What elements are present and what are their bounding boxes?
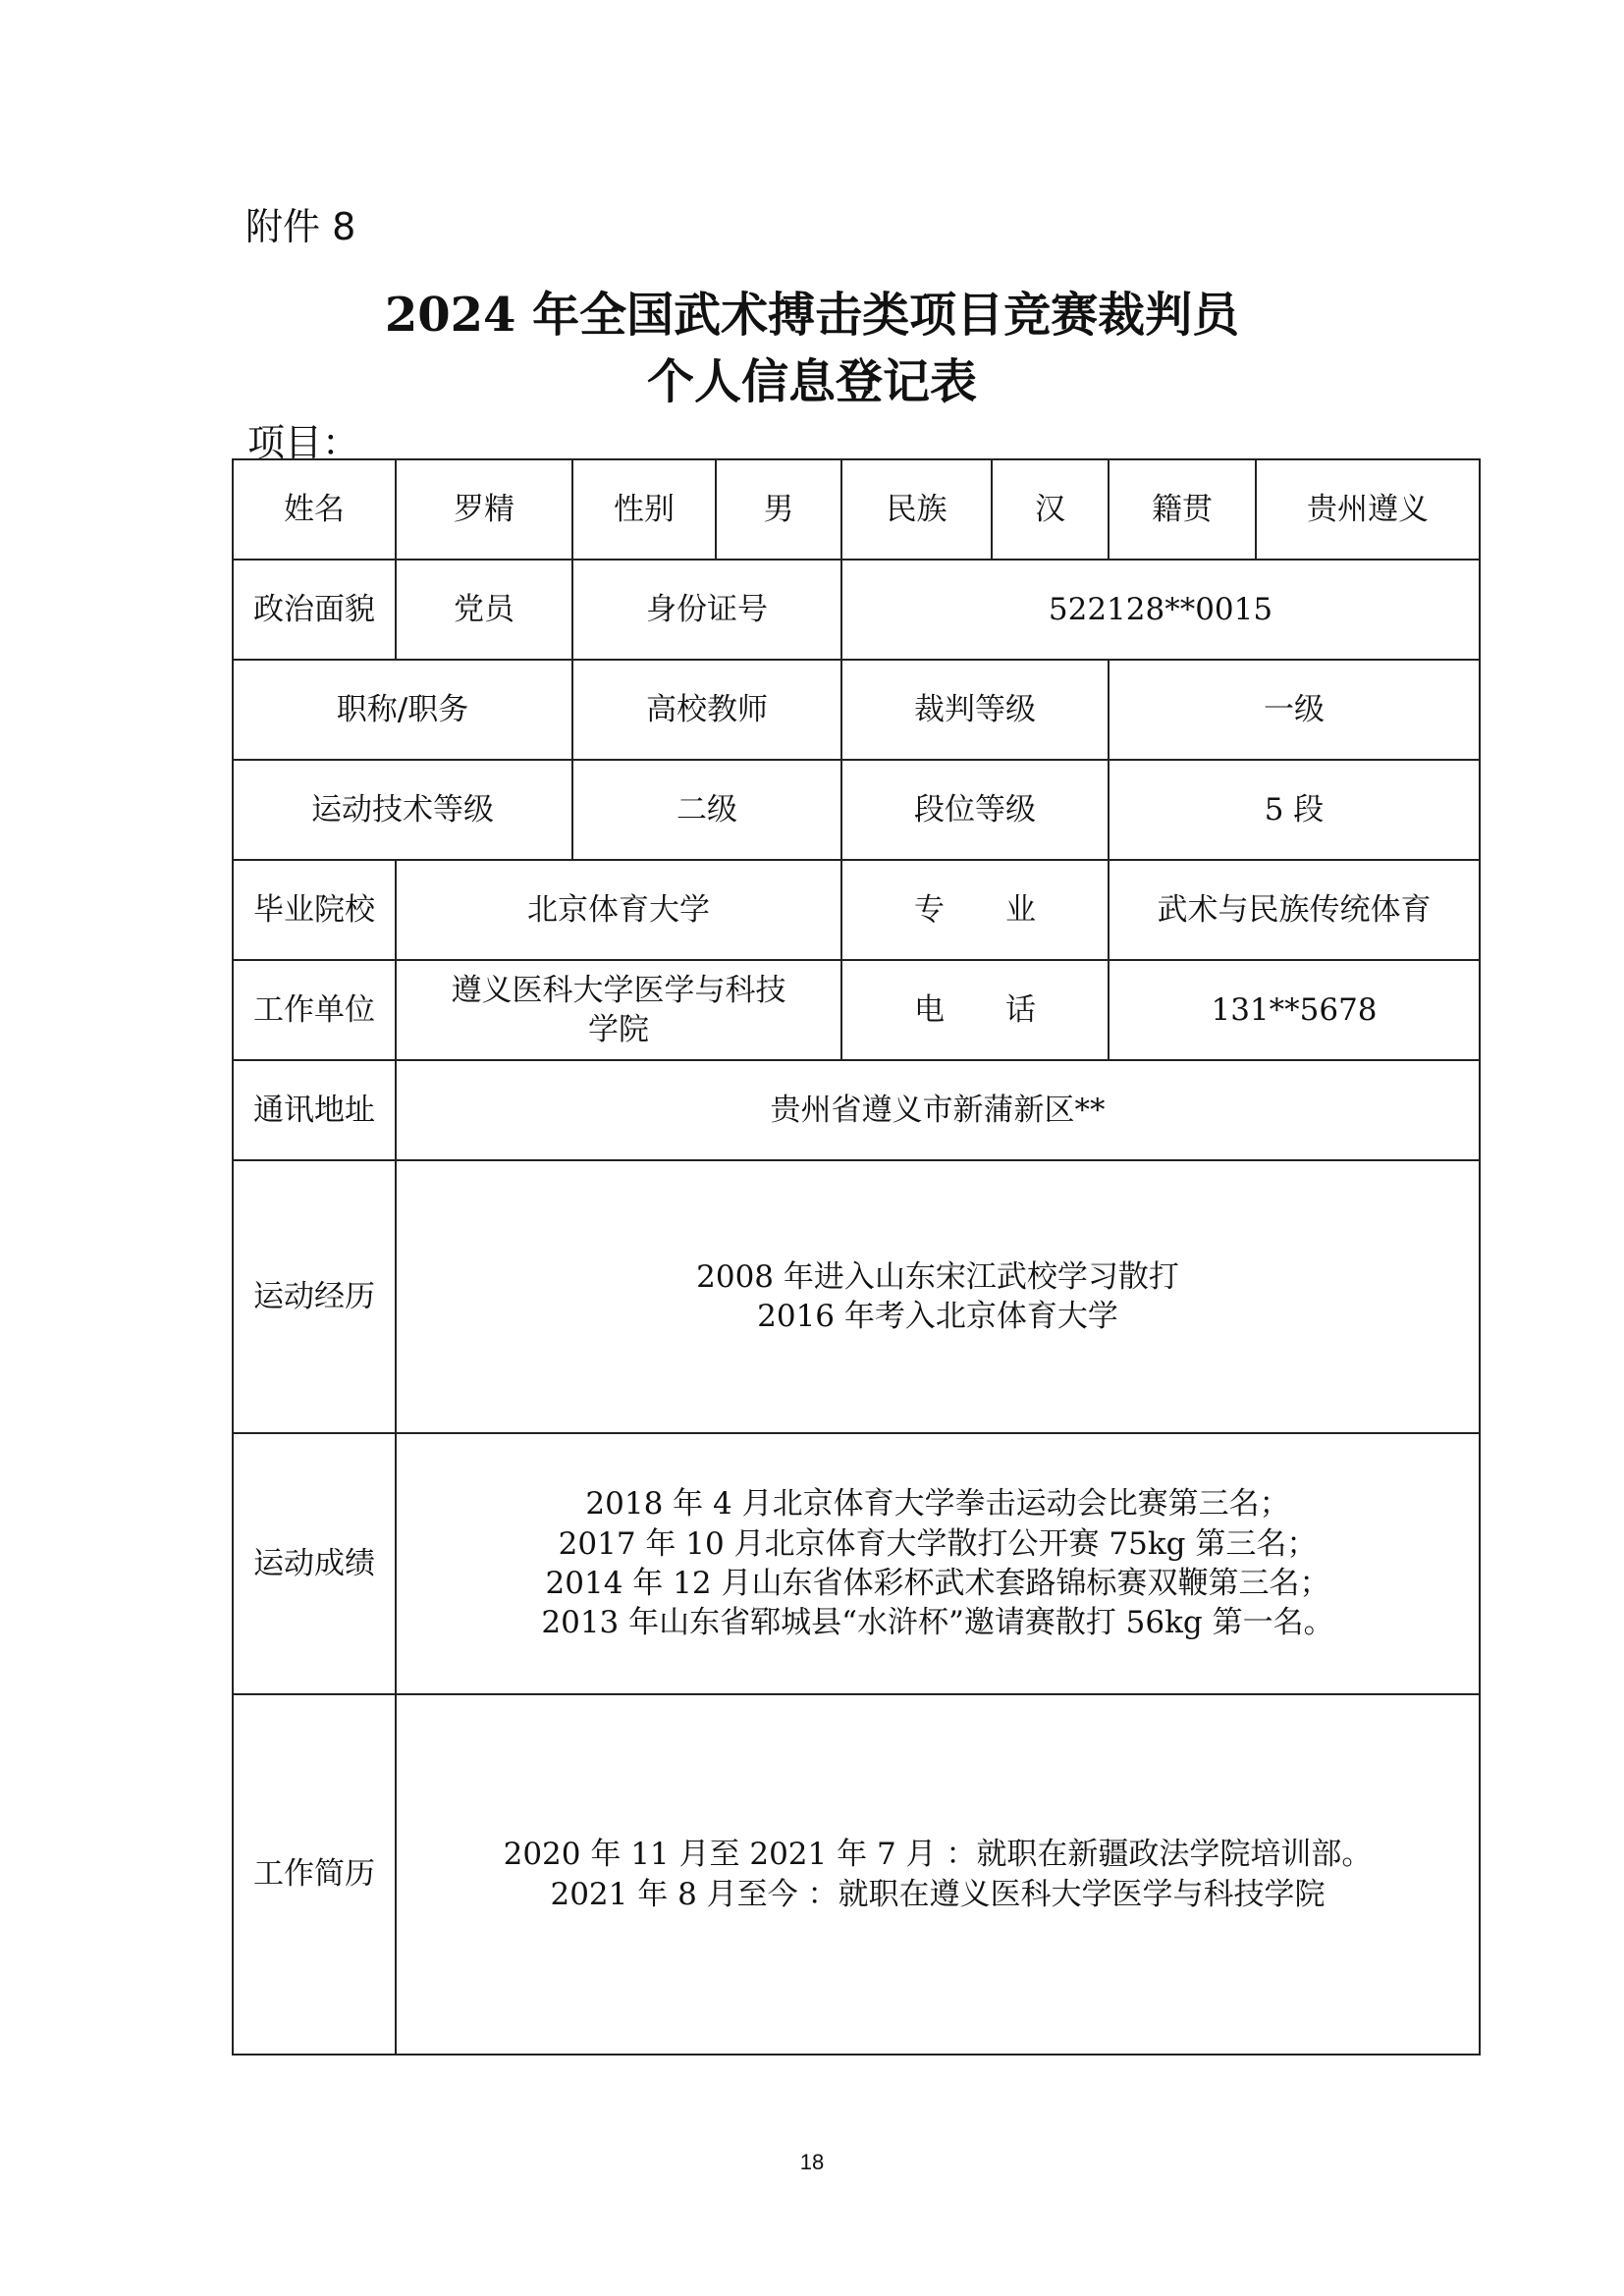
- row-achievements: [233, 1433, 1480, 1694]
- hometown-label: 籍贯: [1109, 459, 1256, 560]
- employer-label: 工作单位: [233, 960, 396, 1060]
- achievement-line: 2014 年 12 月山东省体彩杯武术套路锦标赛双鞭第三名；: [545, 1566, 1330, 1601]
- dan-value: 5 段: [1109, 760, 1480, 860]
- page-number: 18: [799, 2150, 825, 2174]
- work-value: [396, 1694, 1480, 2055]
- title-value: 高校教师: [572, 660, 841, 760]
- gender-value: 男: [716, 459, 841, 560]
- row-basic-info: [233, 459, 1480, 560]
- experience-value: [396, 1160, 1480, 1433]
- hometown-value: 贵州遵义: [1256, 459, 1480, 560]
- address-value: 贵州省遵义市新蒲新区**: [396, 1060, 1480, 1160]
- phone-label: 电 话: [841, 960, 1109, 1060]
- title-label: 职称/职务: [233, 660, 572, 760]
- political-label: 政治面貌: [233, 560, 396, 660]
- project-label: 项目：: [247, 421, 360, 464]
- work-line: 2020 年 11 月至 2021 年 7 月 ：就职在新疆政法学院培训部。: [503, 1837, 1373, 1873]
- work-line: 2021 年 8 月至今 ：就职在遵义医科大学医学与科技学院: [550, 1876, 1326, 1912]
- phone-value: 131**5678: [1109, 960, 1480, 1060]
- form-subtitle: 个人信息登记表: [646, 354, 977, 409]
- sport-level-value: 二级: [572, 760, 841, 860]
- address-label: 通讯地址: [233, 1060, 396, 1160]
- id-label: 身份证号: [572, 560, 841, 660]
- ethnicity-value: 汉: [992, 459, 1109, 560]
- employer-value-line: 学院: [588, 1012, 649, 1047]
- referee-level-value: 一级: [1109, 660, 1480, 760]
- gender-label: 性别: [572, 459, 716, 560]
- dan-label: 段位等级: [841, 760, 1109, 860]
- work-label: 工作简历: [233, 1694, 396, 2055]
- row-employer-phone: [233, 960, 1480, 1060]
- registration-form-table: [232, 458, 1481, 2056]
- experience-line: 2008 年进入山东宋江武校学习散打: [696, 1258, 1179, 1295]
- row-sport-dan: [233, 760, 1480, 860]
- political-value: 党员: [396, 560, 572, 660]
- experience-label: 运动经历: [233, 1160, 396, 1433]
- achievements-label: 运动成绩: [233, 1433, 396, 1694]
- experience-line: 2016 年考入北京体育大学: [757, 1299, 1118, 1334]
- achievement-line: 2013 年山东省郓城县“水浒杯”邀请赛散打 56kg 第一名。: [541, 1605, 1334, 1641]
- row-title-referee: [233, 660, 1480, 760]
- major-value: 武术与民族传统体育: [1109, 860, 1480, 960]
- name-value: 罗精: [396, 459, 572, 560]
- achievements-value: [396, 1433, 1480, 1694]
- employer-value-line: 遵义医科大学医学与科技: [451, 972, 786, 1008]
- row-school-major: [233, 860, 1480, 960]
- attachment-label: 附件 8: [245, 205, 356, 248]
- form-title: 2024 年全国武术搏击类项目竞赛裁判员: [384, 288, 1240, 343]
- achievement-line: 2017 年 10 月北京体育大学散打公开赛 75kg 第三名；: [558, 1525, 1318, 1562]
- major-label: 专 业: [841, 860, 1109, 960]
- employer-value: [396, 960, 841, 1060]
- row-address: [233, 1060, 1480, 1160]
- id-value: 522128**0015: [841, 560, 1480, 660]
- sport-level-label: 运动技术等级: [233, 760, 572, 860]
- school-value: 北京体育大学: [396, 860, 841, 960]
- name-label: 姓名: [233, 459, 396, 560]
- ethnicity-label: 民族: [841, 459, 992, 560]
- row-political-id: [233, 560, 1480, 660]
- achievement-line: 2018 年 4 月北京体育大学拳击运动会比赛第三名；: [585, 1486, 1290, 1522]
- referee-level-label: 裁判等级: [841, 660, 1109, 760]
- row-work-history: [233, 1694, 1480, 2055]
- row-experience: [233, 1160, 1480, 1433]
- school-label: 毕业院校: [233, 860, 396, 960]
